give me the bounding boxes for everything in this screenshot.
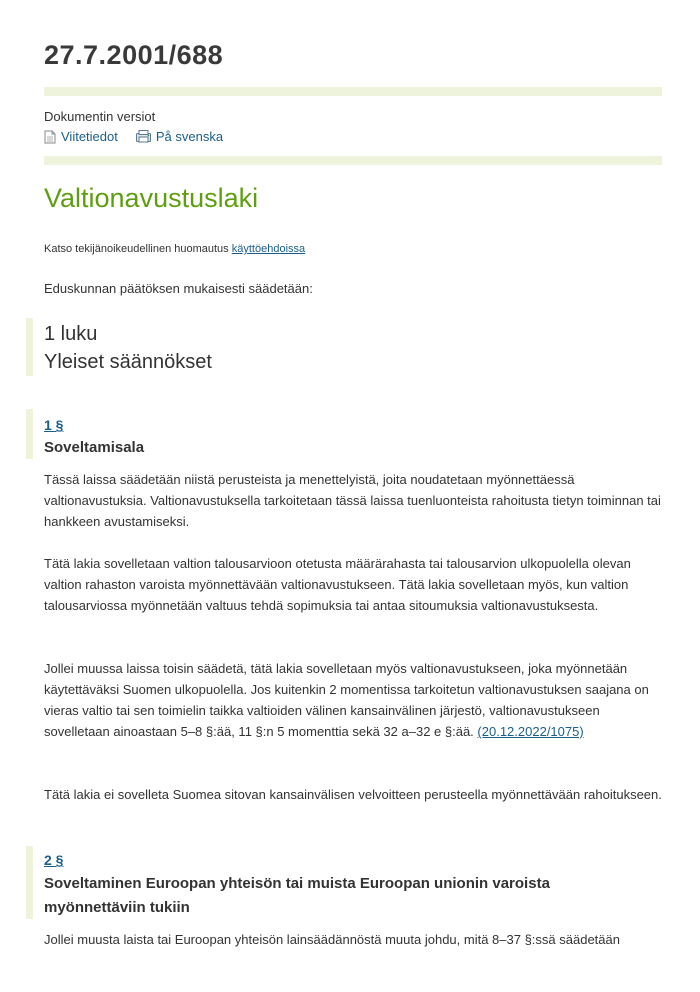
amendment-link[interactable]: (20.12.2022/1075) xyxy=(477,724,584,739)
section-2-link[interactable]: 2 § xyxy=(44,852,64,868)
chapter-title: Yleiset säännökset xyxy=(44,351,212,373)
section-1-title: Soveltamisala xyxy=(44,439,145,456)
chapter-accent-bar xyxy=(26,318,33,376)
versions-links xyxy=(44,129,223,144)
section-2-title: Soveltaminen Euroopan yhteisön tai muista Euroopan unionin varoista myönnettäviin tukiin xyxy=(44,875,550,916)
copyright-notice xyxy=(44,243,305,255)
chapter-number: 1 luku xyxy=(44,323,98,345)
document-icon xyxy=(44,130,56,144)
header-band-top xyxy=(44,87,662,96)
section-1-paragraph-1: Tässä laissa säädetään niistä perusteista ja menettelyistä, joita noudatetaan myönnettäessä valtionavustuksia. Valtionavustuksella tarkoitetaan tässä laissa tuenluonteista rahoitusta tietyn toiminnan tai hankkeen avustamiseksi. xyxy=(44,472,661,529)
translation-icon xyxy=(136,130,151,143)
reference-info-label: Viitetiedot xyxy=(61,129,118,144)
section-2-paragraph-1: Jollei muusta laista tai Euroopan yhteisön lainsäädännöstä muuta johdu, mitä 8–37 §:ssä säädetään xyxy=(44,932,620,947)
document-number: 27.7.2001/688 xyxy=(44,40,224,70)
reference-info-link[interactable] xyxy=(44,129,118,144)
section-1-paragraph-3-text: Jollei muussa laissa toisin säädetä, tätä lakia sovelletaan myös valtionavustukseen, joka myönnetään käytettäväksi Suomen ulkopuolella. Jos kuitenkin 2 momentissa tarkoitetun valtionavustuksen saajana on vieras valtio tai sen toimielin taikka valtioiden välinen kansainvälinen järjestö, valtionavustukseen sovelletaan ainoastaan 5–8 §:ää, 11 §:n 5 momenttia sekä 32 a–32 e §:ää. xyxy=(44,661,649,739)
section-accent-bar xyxy=(26,846,33,919)
enactment-clause: Eduskunnan päätöksen mukaisesti säädetään: xyxy=(44,281,313,296)
chapter-heading xyxy=(44,320,212,376)
section-1-paragraph-2: Tätä lakia sovelletaan valtion talousarvioon otetusta määrärahasta tai talousarvion ulkopuolella olevan valtion rahaston varoista myönnettävään valtionavustukseen. Tätä lakia sovelletaan myös, kun valtion talousarviossa myönnetään valtuus tehdä sopimuksia tai antaa sitoumuksia valtionavustuksesta. xyxy=(44,556,631,613)
section-1-paragraph-3 xyxy=(44,658,662,742)
section-1-paragraph-4: Tätä lakia ei sovelleta Suomea sitovan kansainvälisen velvoitteen perusteella myönnettävään rahoitukseen. xyxy=(44,787,662,802)
law-title: Valtionavustuslaki xyxy=(44,183,259,213)
section-1-link[interactable]: 1 § xyxy=(44,417,64,433)
header-band-bottom xyxy=(44,156,662,165)
swedish-version-label: På svenska xyxy=(155,129,224,144)
section-accent-bar xyxy=(26,409,33,459)
swedish-version-link[interactable] xyxy=(136,129,223,144)
copyright-text: Katso tekijänoikeudellinen huomautus xyxy=(44,243,232,255)
versions-label: Dokumentin versiot xyxy=(44,109,156,124)
terms-of-use-link[interactable]: käyttöehdoissa xyxy=(231,243,306,255)
